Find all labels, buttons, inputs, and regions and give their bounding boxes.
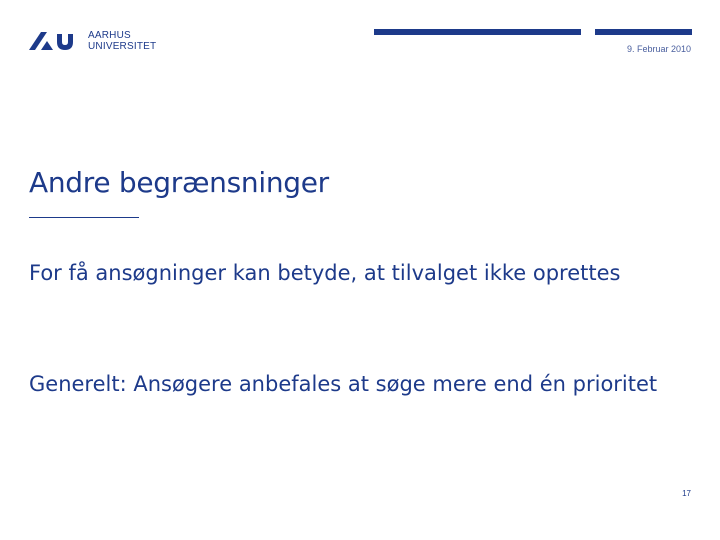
title-underline bbox=[29, 217, 139, 218]
logo-line-2: UNIVERSITET bbox=[88, 41, 157, 52]
aarhus-university-logo-icon bbox=[27, 28, 77, 52]
bullet-item-2: Generelt: Ansøgere anbefales at søge mere end én prioritet bbox=[29, 372, 658, 396]
header-bar-long bbox=[374, 29, 581, 35]
logo-wordmark bbox=[88, 30, 156, 52]
slide-title: Andre begrænsninger bbox=[29, 166, 329, 199]
header-bar-short bbox=[595, 29, 692, 35]
slide-date: 9. Februar 2010 bbox=[626, 44, 691, 54]
bullet-item-1: For få ansøgninger kan betyde, at tilvalget ikke oprettes bbox=[29, 261, 621, 285]
page-number: 17 bbox=[682, 489, 691, 498]
logo-line-1: AARHUS bbox=[88, 30, 131, 41]
